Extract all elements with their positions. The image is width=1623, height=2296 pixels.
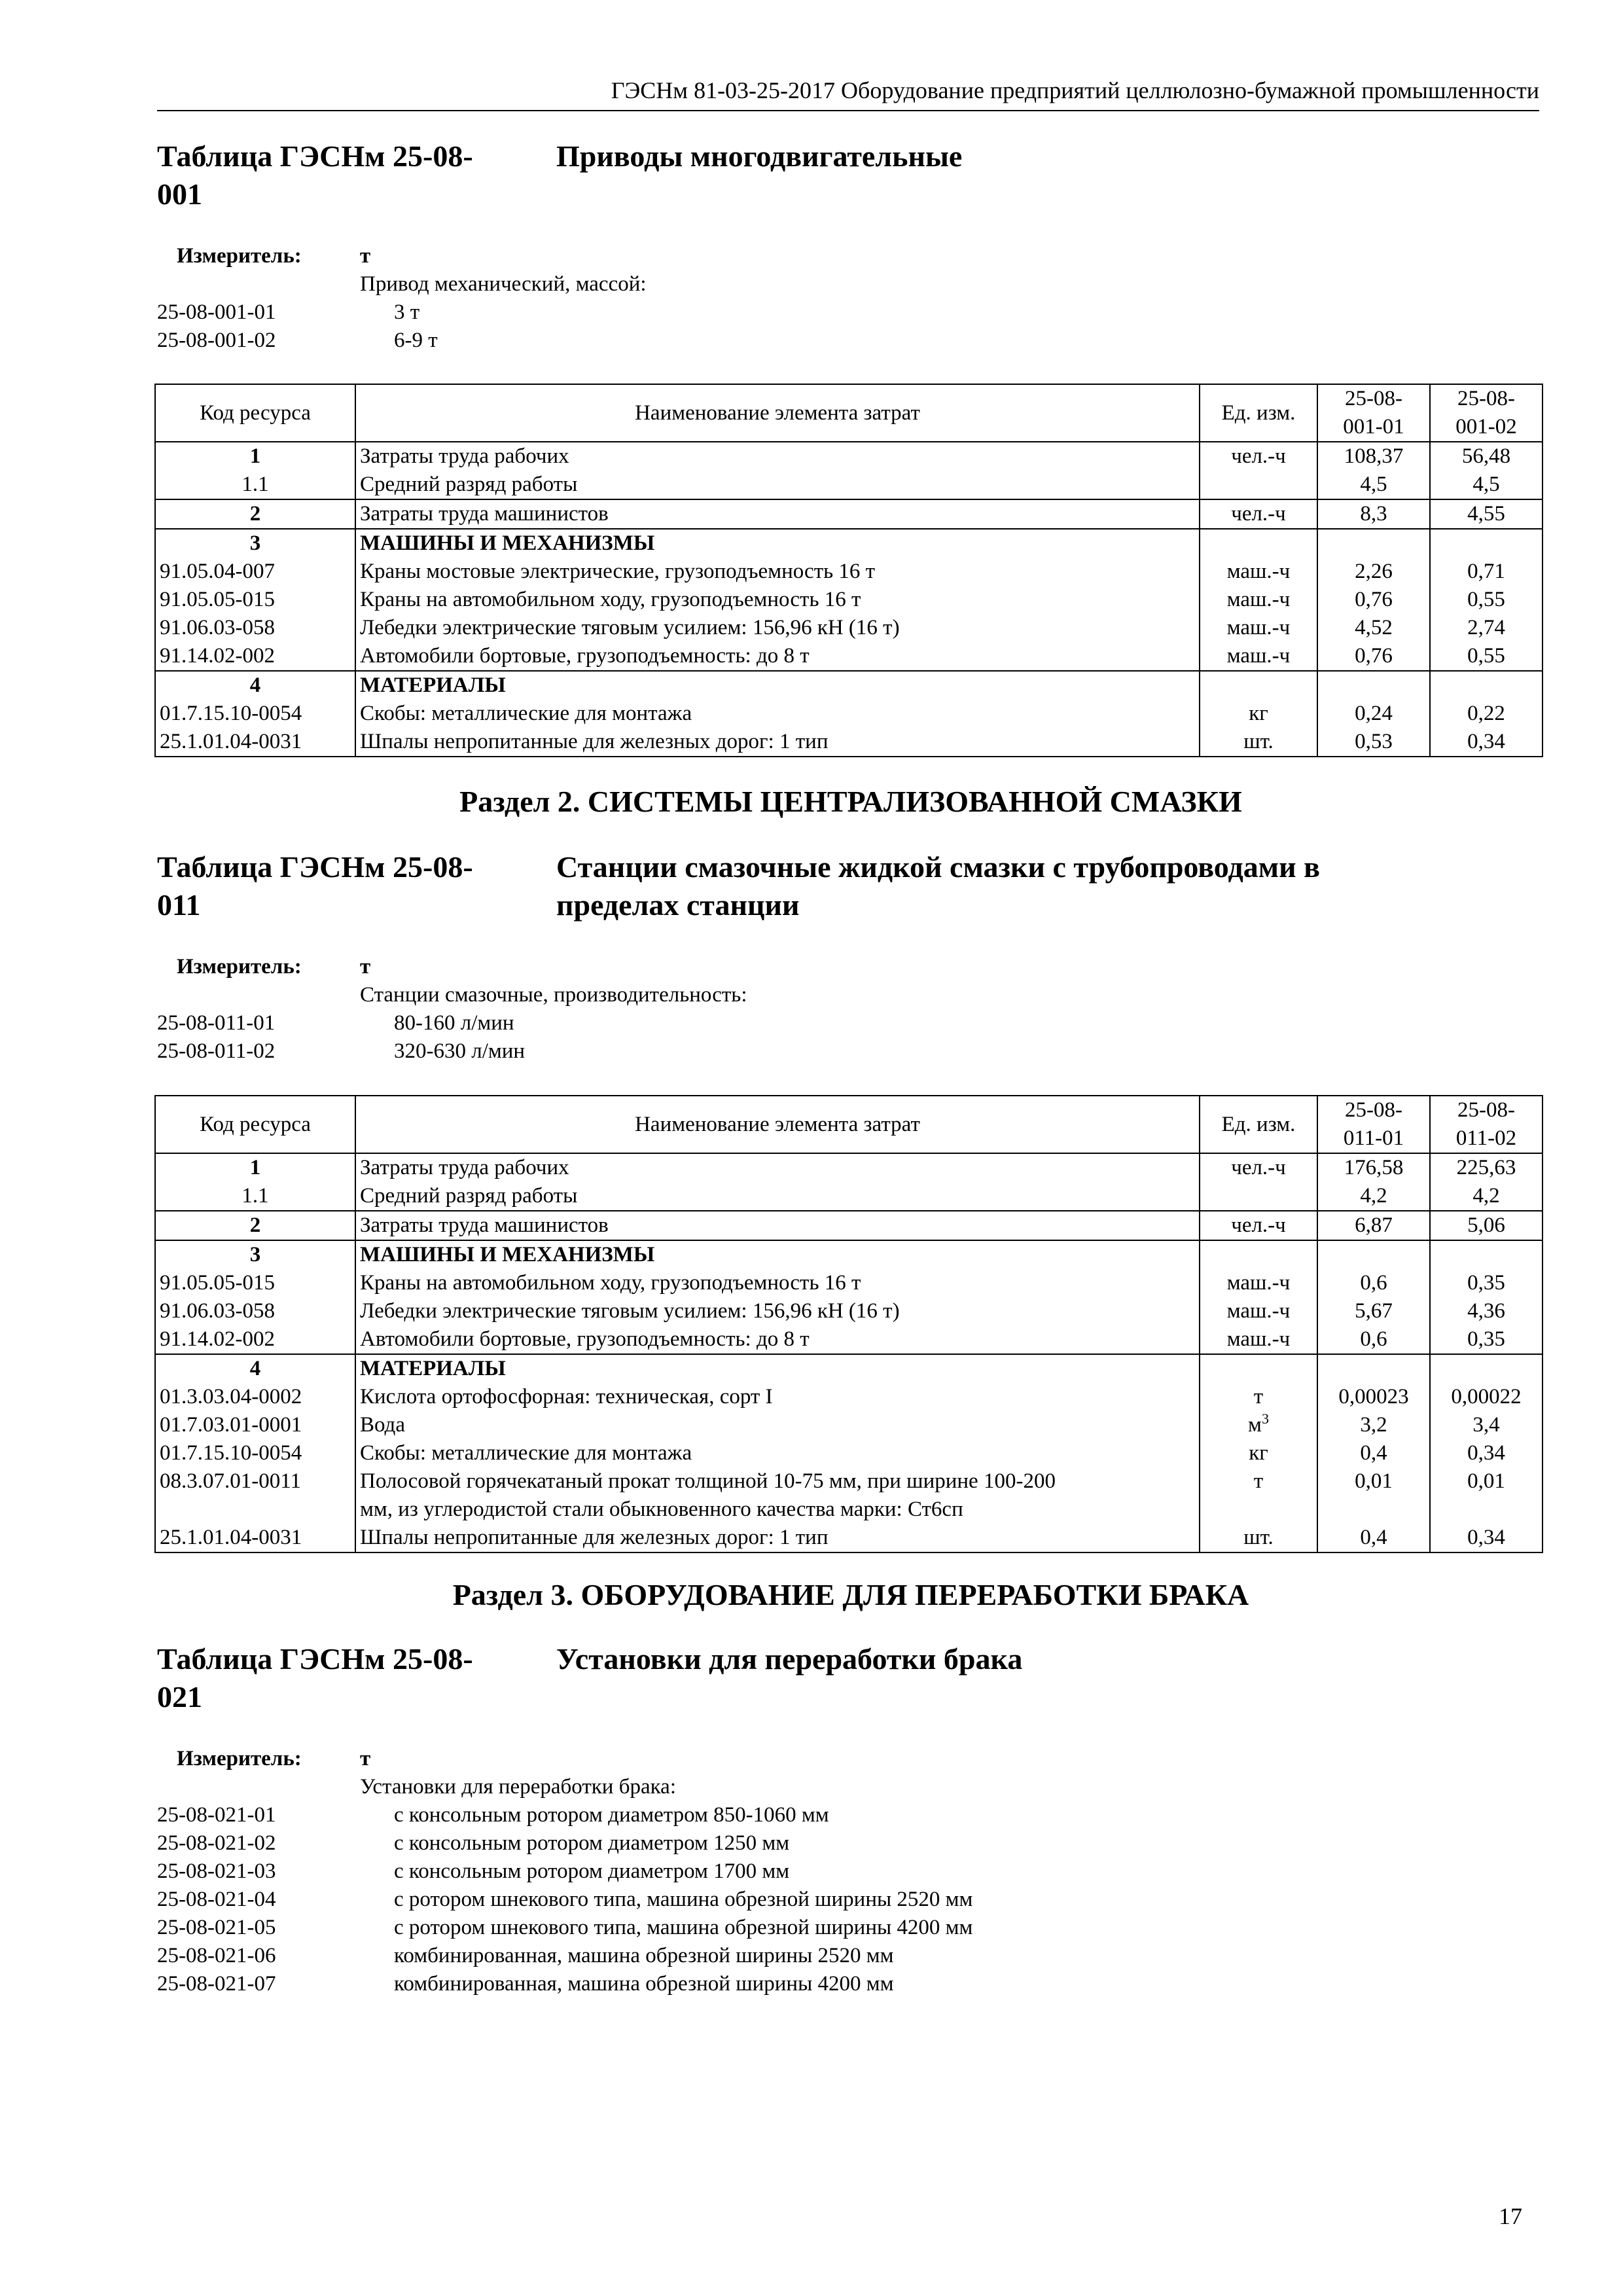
- table-row: 01.7.03.01-0001 Вода $м^3$ 3,2 3,4: [155, 1411, 1543, 1439]
- table-heading-25-08-011: [157, 848, 1551, 927]
- table-row: 91.14.02-002 Автомобили бортовые, грузоподъемность: до 8 т маш.-ч 0,76 0,55: [155, 642, 1543, 671]
- table-row: 1.1 Средний разряд работы 4,5 4,5: [155, 471, 1543, 499]
- list-item: 25-08-011-02 320-630 л/мин: [157, 1039, 526, 1063]
- table-code: Таблица ГЭСНм 25-08- 011: [157, 850, 473, 922]
- list-item: 25-08-011-01 80-160 л/мин: [157, 1011, 514, 1035]
- table-row: 91.05.05-015 Краны на автомобильном ходу, грузоподъемность 16 т маш.-ч 0,76 0,55: [155, 586, 1543, 614]
- table-header-row: Код ресурса Наименование элемента затрат Ед. изм. 25-08- 011-01 25-08- 011-02: [155, 1096, 1543, 1153]
- meter-block: [157, 242, 1400, 355]
- table-heading-25-08-021: [157, 1640, 1551, 1719]
- table-code: Таблица ГЭСНм 25-08- 021: [157, 1642, 473, 1713]
- list-item: 25-08-021-05 с ротором шнекового типа, машина обрезной ширины 4200 мм: [157, 1916, 973, 1939]
- table-code: Таблица ГЭСНм 25-08- 001: [157, 139, 473, 211]
- table-row: 1 Затраты труда рабочих чел.-ч 176,58 225,63: [155, 1153, 1543, 1182]
- list-item: 25-08-021-01 с консольным ротором диаметром 850-1060 мм: [157, 1803, 829, 1827]
- table-heading-25-08-001: [157, 137, 1551, 216]
- table-row: 91.14.02-002 Автомобили бортовые, грузоподъемность: до 8 т маш.-ч 0,6 0,35: [155, 1325, 1543, 1354]
- table-row: 91.05.05-015 Краны на автомобильном ходу, грузоподъемность 16 т маш.-ч 0,6 0,35: [155, 1269, 1543, 1297]
- table-title: Установки для переработки брака: [556, 1642, 1023, 1676]
- table-row: 25.1.01.04-0031 Шпалы непропитанные для железных дорог: 1 тип шт. 0,4 0,34: [155, 1524, 1543, 1552]
- meter-unit: т: [360, 244, 371, 268]
- meter-block: [157, 1745, 1400, 1998]
- list-item: 25-08-001-02 6-9 т: [157, 329, 438, 352]
- page-number: 17: [1499, 2203, 1522, 2229]
- table-row: 01.3.03.04-0002 Кислота ортофосфорная: техническая, сорт I т 0,00023 0,00022: [155, 1383, 1543, 1411]
- table-row: 2 Затраты труда машинистов чел.-ч 8,3 4,55: [155, 499, 1543, 529]
- list-item: 25-08-001-01 3 т: [157, 300, 420, 324]
- section-title: Раздел 3. ОБОРУДОВАНИЕ ДЛЯ ПЕРЕРАБОТКИ БРАКА: [452, 1578, 1249, 1611]
- table-row: 1.1 Средний разряд работы 4,2 4,2: [155, 1182, 1543, 1211]
- list-item: 25-08-021-02 с консольным ротором диаметром 1250 мм: [157, 1831, 790, 1855]
- table-row: 2 Затраты труда машинистов чел.-ч 6,87 5,06: [155, 1211, 1543, 1240]
- list-item: 25-08-021-07 комбинированная, машина обрезной ширины 4200 мм: [157, 1972, 894, 1996]
- table-row: 1 Затраты труда рабочих чел.-ч 108,37 56,48: [155, 442, 1543, 471]
- table-row: 91.05.04-007 Краны мостовые электрические, грузоподъемность 16 т маш.-ч 2,26 0,71: [155, 558, 1543, 586]
- table-row: 4 МАТЕРИАЛЫ: [155, 1354, 1543, 1383]
- table-row: 01.7.15.10-0054 Скобы: металлические для монтажа кг 0,4 0,34: [155, 1439, 1543, 1467]
- table-row: 91.06.03-058 Лебедки электрические тяговым усилием: 156,96 кН (16 т) маш.-ч 4,52 2,74: [155, 614, 1543, 642]
- table-row: 25.1.01.04-0031 Шпалы непропитанные для железных дорог: 1 тип шт. 0,53 0,34: [155, 728, 1543, 757]
- resource-table-25-08-001: [154, 384, 1543, 757]
- list-item: 25-08-021-03 с консольным ротором диаметром 1700 мм: [157, 1859, 790, 1883]
- table-row: 3 МАШИНЫ И МЕХАНИЗМЫ: [155, 529, 1543, 558]
- table-row: 4 МАТЕРИАЛЫ: [155, 671, 1543, 700]
- table-row: 3 МАШИНЫ И МЕХАНИЗМЫ: [155, 1240, 1543, 1269]
- meter-unit: т: [360, 955, 371, 978]
- meter-block: [157, 953, 1400, 1066]
- table-title: Приводы многодвигательные: [556, 139, 963, 173]
- items-intro: Станции смазочные, производительность:: [360, 983, 747, 1007]
- list-item: 25-08-021-04 с ротором шнекового типа, машина обрезной ширины 2520 мм: [157, 1888, 973, 1911]
- meter-label: Измеритель:: [177, 244, 302, 268]
- table-header-row: Код ресурса Наименование элемента затрат Ед. изм. 25-08- 001-01 25-08- 001-02: [155, 384, 1543, 442]
- section-title: Раздел 2. СИСТЕМЫ ЦЕНТРАЛИЗОВАННОЙ СМАЗКИ: [459, 785, 1242, 818]
- meter-label: Измеритель:: [177, 1747, 302, 1770]
- table-row: 01.7.15.10-0054 Скобы: металлические для монтажа кг 0,24 0,22: [155, 700, 1543, 728]
- meter-label: Измеритель:: [177, 955, 302, 978]
- resource-table-25-08-011: [154, 1095, 1543, 1553]
- items-intro: Установки для переработки брака:: [360, 1775, 676, 1799]
- table-title: Станции смазочные жидкой смазки с трубопроводами в пределах станции: [556, 850, 1320, 922]
- list-item: 25-08-021-06 комбинированная, машина обрезной ширины 2520 мм: [157, 1944, 894, 1967]
- items-intro: Привод механический, массой:: [360, 272, 647, 296]
- table-row: 91.06.03-058 Лебедки электрические тяговым усилием: 156,96 кН (16 т) маш.-ч 5,67 4,36: [155, 1297, 1543, 1325]
- meter-unit: т: [360, 1747, 371, 1770]
- page-header: ГЭСНм 81-03-25-2017 Оборудование предприятий целлюлозно-бумажной промышленности: [157, 73, 1539, 111]
- table-row: 08.3.07.01-0011 Полосовой горячекатаный прокат толщиной 10-75 мм, при ширине 100-200 мм, из углеродистой стали обыкновенного качества марки: Ст6сп т 0,01 0,01: [155, 1467, 1543, 1524]
